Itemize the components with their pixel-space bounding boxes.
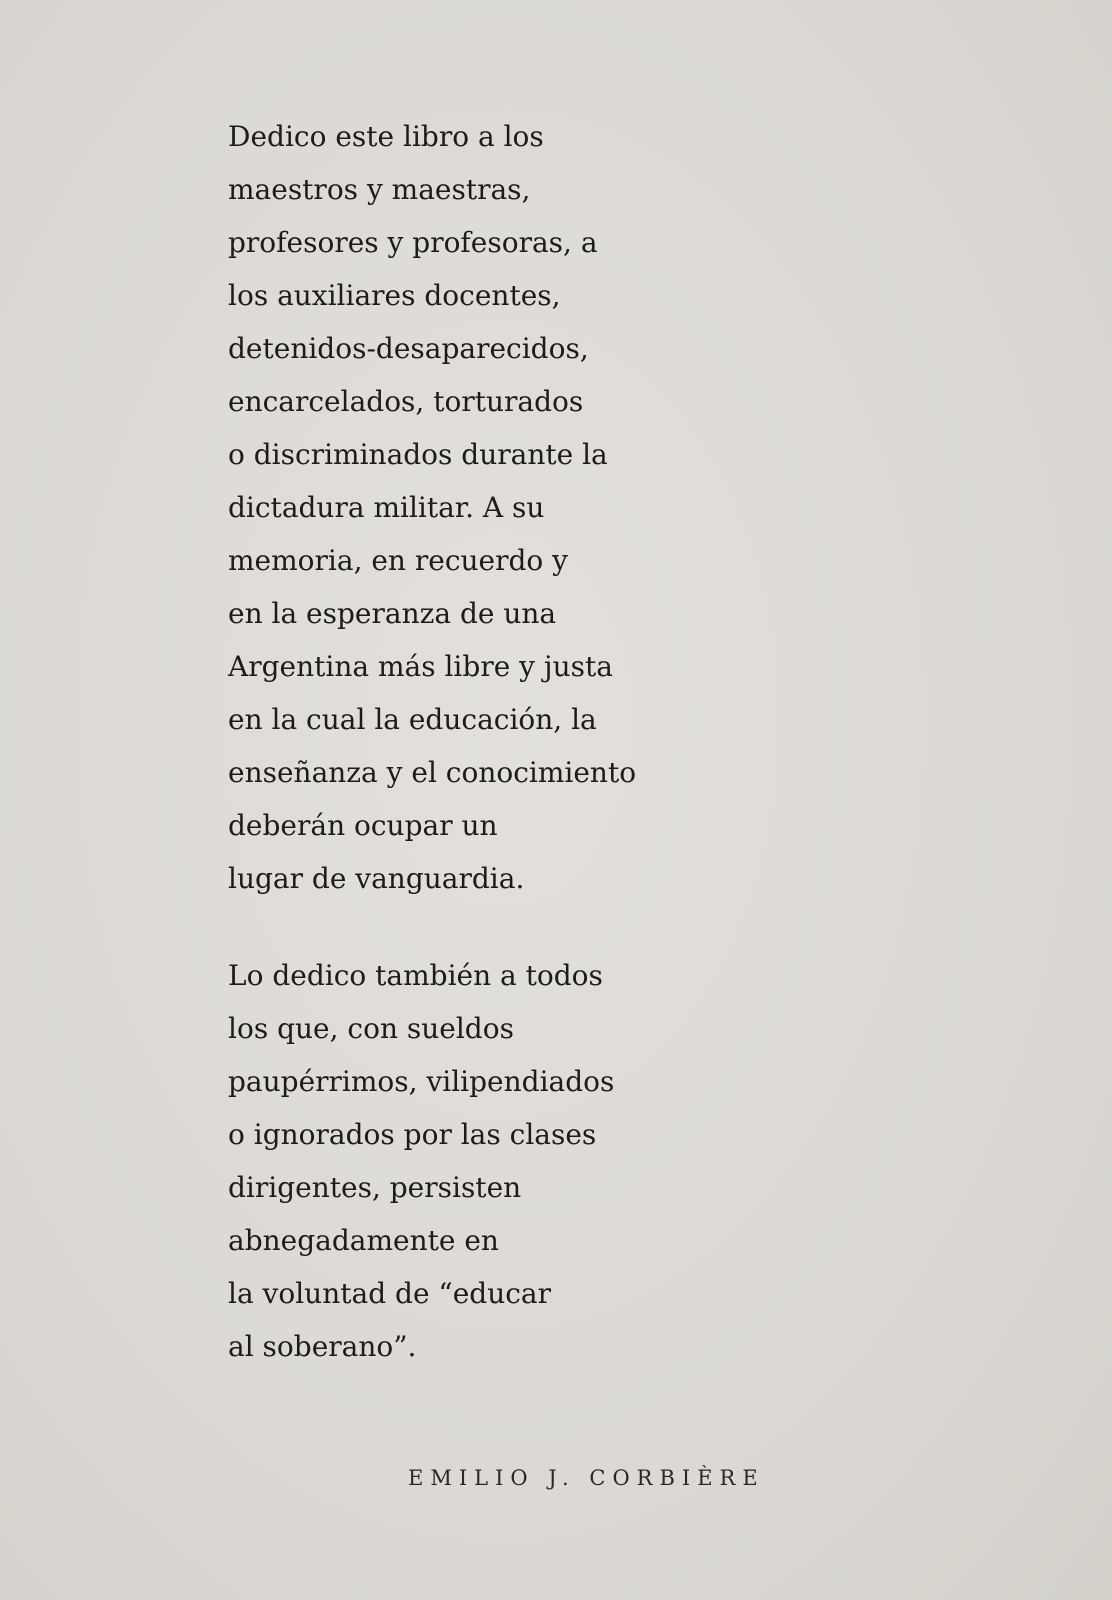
text-line: encarcelados, torturados bbox=[228, 385, 584, 418]
author-signature: EMILIO J. CORBIÈRE bbox=[408, 1466, 765, 1490]
text-line: Dedico este libro a los bbox=[228, 120, 544, 153]
text-line: dirigentes, persisten bbox=[228, 1171, 522, 1204]
text-line: o ignorados por las clases bbox=[228, 1118, 597, 1151]
text-line: los auxiliares docentes, bbox=[228, 279, 561, 312]
text-line: o discriminados durante la bbox=[228, 438, 608, 471]
text-line: abnegadamente en bbox=[228, 1224, 499, 1257]
text-line: detenidos-desaparecidos, bbox=[228, 332, 589, 365]
text-line: Argentina más libre y justa bbox=[228, 650, 613, 683]
text-line: maestros y maestras, bbox=[228, 173, 531, 206]
text-line: en la cual la educación, la bbox=[228, 703, 597, 736]
text-line: los que, con sueldos bbox=[228, 1012, 514, 1045]
dedication-paragraph-1 bbox=[228, 110, 928, 905]
text-line: enseñanza y el conocimiento bbox=[228, 756, 637, 789]
text-line: en la esperanza de una bbox=[228, 597, 557, 630]
dedication-text bbox=[228, 110, 928, 1373]
text-line: memoria, en recuerdo y bbox=[228, 544, 568, 577]
text-line: deberán ocupar un bbox=[228, 809, 498, 842]
text-line: la voluntad de “educar bbox=[228, 1277, 552, 1310]
dedication-paragraph-2 bbox=[228, 949, 928, 1373]
text-line: dictadura militar. A su bbox=[228, 491, 545, 524]
text-line: al soberano”. bbox=[228, 1330, 417, 1363]
text-line: paupérrimos, vilipendiados bbox=[228, 1065, 615, 1098]
text-line: profesores y profesoras, a bbox=[228, 226, 598, 259]
text-line: Lo dedico también a todos bbox=[228, 959, 603, 992]
text-line: lugar de vanguardia. bbox=[228, 862, 525, 895]
